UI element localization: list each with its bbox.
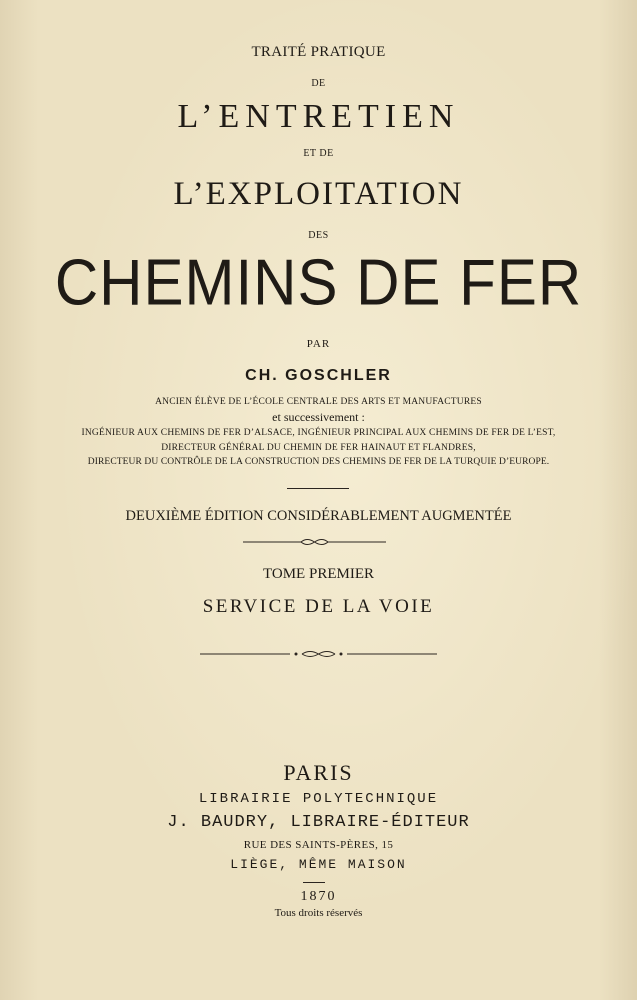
author-credential-1: ANCIEN ÉLÈVE DE L’ÉCOLE CENTRALE DES ARTS ET MANUFACTURES (155, 397, 482, 407)
publisher-address: RUE DES SAINTS-PÈRES, 15 (243, 839, 394, 851)
connector-des: DES (308, 230, 329, 241)
divider-year (303, 882, 325, 883)
publisher-line-2: J. BAUDRY, LIBRAIRE-ÉDITEUR (167, 813, 470, 832)
ornament-rule-2 (200, 648, 437, 660)
tome-label: TOME PREMIER (263, 566, 374, 582)
author-credential-3: INGÉNIEUR AUX CHEMINS DE FER D’ALSACE, INGÉNIEUR PRINCIPAL AUX CHEMINS DE FER DE L’EST, (81, 428, 556, 438)
connector-de: DE (311, 78, 326, 89)
title-entretien: L’ENTRETIEN (177, 98, 460, 135)
divider-short (287, 488, 349, 489)
ornament-rule-1 (243, 536, 386, 548)
author-credential-5: DIRECTEUR DU CONTRÔLE DE LA CONSTRUCTION DES CHEMINS DE FER DE LA TURQUIE D’EUROPE. (87, 457, 550, 467)
rights-notice: Tous droits réservés (274, 907, 363, 919)
author-credential-4: DIRECTEUR GÉNÉRAL DU CHEMIN DE FER HAINAUT ET FLANDRES, (161, 443, 476, 453)
connector-et-de: ET DE (303, 148, 334, 159)
city-paris: PARIS (283, 760, 354, 785)
publisher-line-1: LIBRAIRIE POLYTECHNIQUE (198, 791, 439, 807)
edition-statement: DEUXIÈME ÉDITION CONSIDÉRABLEMENT AUGMENTÉE (125, 508, 512, 524)
section-title: SERVICE DE LA VOIE (202, 596, 435, 617)
title-exploitation: L’EXPLOITATION (173, 176, 464, 212)
title-chemins-de-fer: CHEMINS DE FER (54, 246, 583, 319)
connector-par: PAR (306, 338, 331, 350)
author-name: CH. GOSCHLER (245, 367, 392, 384)
publisher-liege: LIÈGE, MÊME MAISON (230, 857, 407, 872)
publication-year: 1870 (300, 889, 337, 904)
author-credential-2: et successivement : (272, 410, 365, 424)
subtitle-traite: TRAITÉ PRATIQUE (251, 44, 386, 60)
